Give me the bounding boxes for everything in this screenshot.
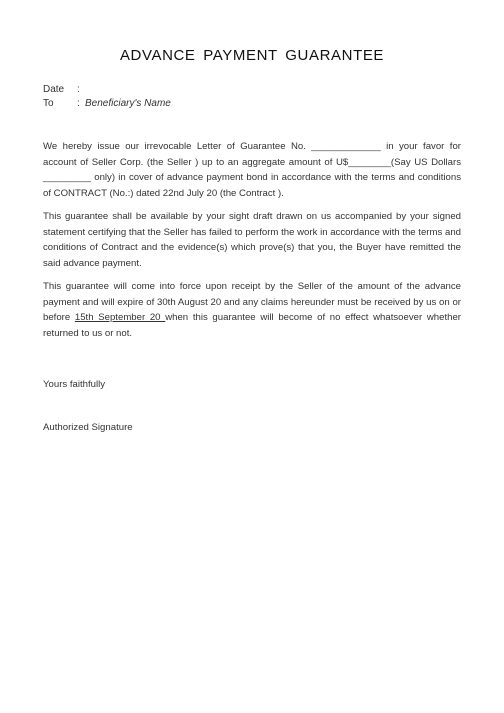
paragraph-guarantee-issue [43, 139, 461, 201]
closing-text: Yours faithfully [43, 379, 106, 390]
paragraph-validity-tail: when this guarantee will become of no effect whatsoever whether returned to us or not. [43, 312, 461, 339]
date-line [43, 84, 85, 95]
date-label: Date [43, 84, 65, 95]
to-label: To [43, 98, 54, 109]
date-colon: : [77, 84, 80, 95]
paragraph-guarantee-issue-text: We hereby issue our irrevocable Letter of Guarantee No. _____________ in your favor for account of Seller Corp. (the Seller ) up to an aggregate amount of U$________(Say US Dollars _________ only) in cover of advance payment bond in accordance with the terms and conditions of CONTRACT (No.:) dated 22nd July 20 (the Contract ). [43, 141, 461, 199]
signature-label: Authorized Signature [43, 422, 133, 433]
document-title: ADVANCE PAYMENT GUARANTEE [119, 47, 385, 64]
expiry-date-underlined: 15th September 20 [74, 312, 166, 323]
beneficiary-name: Beneficiary's Name [85, 98, 171, 109]
to-colon: : [77, 98, 80, 109]
paragraph-validity [43, 279, 461, 341]
paragraph-availability: This guarantee shall be available by your sight draft drawn on us accompanied by your signed statement certifying that the Seller has failed to perform the work in accordance with the terms and conditions of Contract and the evidence(s) which prove(s) that you, the Buyer have remitted the said advance payment. [43, 211, 461, 269]
to-line [43, 98, 171, 109]
paragraph-validity-text: This guarantee will come into force upon receipt by the Seller of the amount of the advance payment and will expire of 30th August 20 and any claims hereunder must be received by us on or before [43, 281, 461, 323]
